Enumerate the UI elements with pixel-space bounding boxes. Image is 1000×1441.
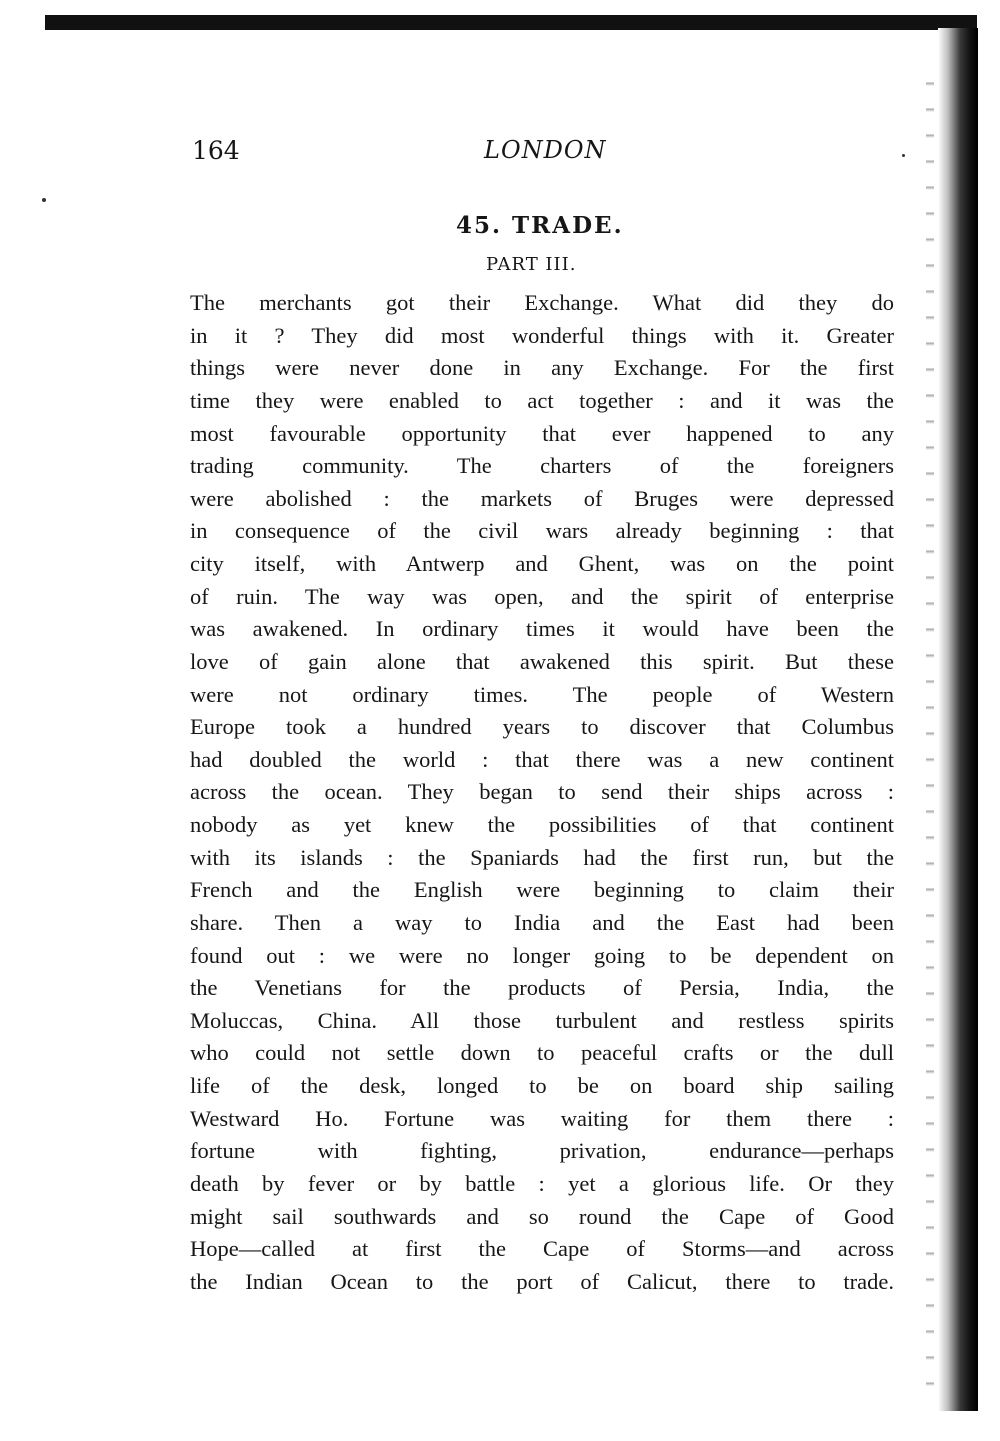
text-line: fortune with fighting, privation, endurance—perhaps <box>190 1138 894 1164</box>
text-line: French and the English were beginning to claim their <box>190 877 894 903</box>
scan-top-border <box>45 15 977 30</box>
text-line: the Indian Ocean to the port of Calicut, there to trade. <box>190 1268 894 1294</box>
text-line: in consequence of the civil wars already beginning : that <box>190 518 894 544</box>
text-line: Europe took a hundred years to discover that Columbus <box>190 714 894 740</box>
text-line: Moluccas, China. All those turbulent and restless spirits <box>190 1007 894 1033</box>
text-line: nobody as yet knew the possibilities of that continent <box>190 812 894 837</box>
text-line: of ruin. The way was open, and the spirit of enterprise <box>190 583 894 609</box>
text-line: the Venetians for the products of Persia, India, the <box>190 975 894 1001</box>
text-line: life of the desk, longed to be on board ship sailing <box>190 1073 894 1098</box>
part-title: PART III. <box>486 254 577 275</box>
text-line: across the ocean. They began to send their ships across : <box>190 779 894 805</box>
text-line: trading community. The charters of the foreigners <box>190 453 894 479</box>
text-line: share. Then a way to India and the East had been <box>190 909 894 935</box>
text-line: were abolished : the markets of Bruges were depressed <box>190 485 894 511</box>
book-spine-shadow <box>938 28 978 1411</box>
text-line: most favourable opportunity that ever happened to any <box>190 420 894 446</box>
text-line: had doubled the world : that there was a new continent <box>190 746 894 772</box>
running-head <box>192 136 912 168</box>
text-line: city itself, with Antwerp and Ghent, was on the point <box>190 551 894 576</box>
text-line: Hope—called at first the Cape of Storms—and across <box>190 1236 894 1262</box>
page-number: 164 <box>192 136 240 165</box>
chapter-title: 45. TRADE. <box>456 212 624 239</box>
text-line: who could not settle down to peaceful crafts or the dull <box>190 1040 894 1066</box>
text-line: might sail southwards and so round the Cape of Good <box>190 1203 894 1229</box>
running-title: LONDON <box>484 136 607 164</box>
page-edge-texture <box>926 60 934 1400</box>
scan-speck <box>42 198 46 202</box>
text-line: Westward Ho. Fortune was waiting for them there : <box>190 1105 894 1131</box>
text-line: with its islands : the Spaniards had the first run, but the <box>190 844 894 870</box>
text-line: death by fever or by battle : yet a glorious life. Or they <box>190 1170 894 1196</box>
text-line: found out : we were no longer going to be dependent on <box>190 942 894 968</box>
text-line: things were never done in any Exchange. For the first <box>190 355 894 381</box>
body-text <box>190 287 894 1298</box>
text-line: in it ? They did most wonderful things with it. Greater <box>190 322 894 348</box>
text-line: love of gain alone that awakened this spirit. But these <box>190 648 894 674</box>
text-line: time they were enabled to act together : and it was the <box>190 387 894 413</box>
text-line: were not ordinary times. The people of Western <box>190 681 894 707</box>
text-line: The merchants got their Exchange. What did they do <box>190 290 894 315</box>
text-line: was awakened. In ordinary times it would have been the <box>190 616 894 642</box>
